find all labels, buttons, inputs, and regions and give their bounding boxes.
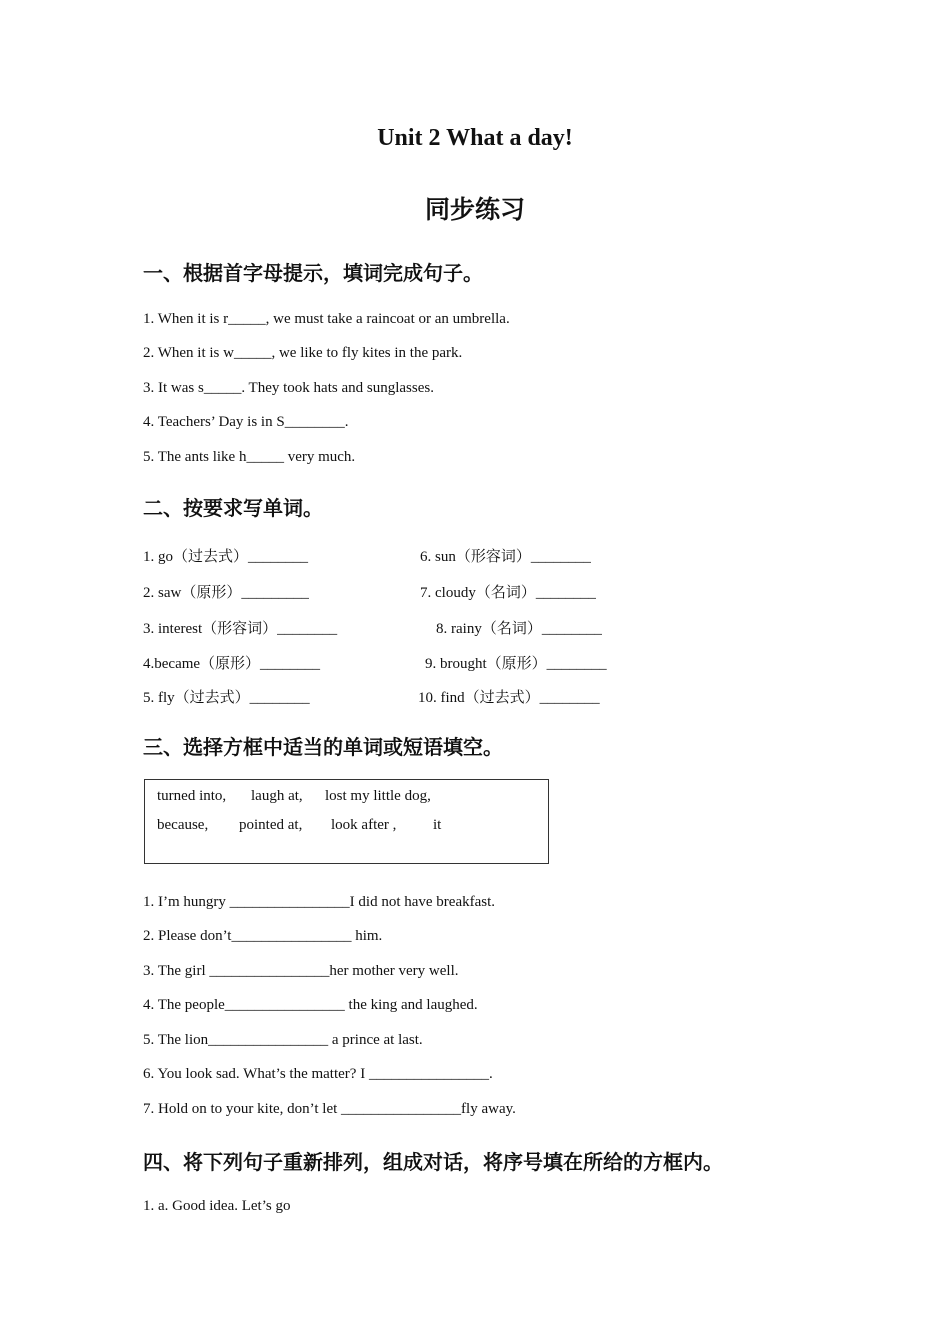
word-box bbox=[144, 779, 549, 864]
section-2-item: 7. cloudy（名词）________ bbox=[420, 585, 596, 601]
page-subtitle: 同步练习 bbox=[424, 195, 525, 224]
word-option: because, bbox=[157, 817, 209, 833]
section-2-item: 6. sun（形容词）________ bbox=[420, 549, 591, 565]
section-1-item: 2. When it is w_____, we like to fly kites in the park. bbox=[143, 345, 463, 361]
section-1-item: 3. It was s_____. They took hats and sunglasses. bbox=[143, 380, 434, 396]
page-title: Unit 2 What a day! bbox=[377, 125, 573, 151]
section-3-item: 7. Hold on to your kite, don’t let ________________fly away. bbox=[143, 1101, 516, 1117]
section-2-item: 9. brought（原形）________ bbox=[425, 656, 607, 672]
section-3-heading: 三、选择方框中适当的单词或短语填空。 bbox=[143, 735, 503, 759]
section-2-item: 4.became（原形）________ bbox=[143, 656, 321, 672]
section-2-item: 1. go（过去式）________ bbox=[143, 549, 309, 565]
section-3-item: 2. Please don’t________________ him. bbox=[143, 928, 383, 944]
section-3-item: 4. The people________________ the king and laughed. bbox=[143, 997, 478, 1013]
word-option: laugh at, bbox=[251, 788, 303, 804]
section-1-item: 1. When it is r_____, we must take a raincoat or an umbrella. bbox=[143, 311, 510, 327]
section-3-item: 1. I’m hungry ________________I did not have breakfast. bbox=[143, 894, 496, 910]
word-option: it bbox=[433, 817, 442, 833]
section-4-heading: 四、将下列句子重新排列，组成对话，将序号填在所给的方框内。 bbox=[143, 1150, 723, 1174]
word-option: look after , bbox=[331, 817, 397, 833]
section-2-item: 8. rainy（名词）________ bbox=[436, 621, 602, 637]
word-option: pointed at, bbox=[239, 817, 303, 833]
section-1-heading: 一、根据首字母提示，填词完成句子。 bbox=[143, 261, 483, 285]
section-3-item: 5. The lion________________ a prince at last. bbox=[143, 1032, 423, 1048]
section-4-item: 1. a. Good idea. Let’s go bbox=[143, 1198, 291, 1214]
word-option: turned into, bbox=[157, 788, 227, 804]
section-1-item: 5. The ants like h_____ very much. bbox=[143, 449, 356, 465]
section-3-item: 3. The girl ________________her mother very well. bbox=[143, 963, 459, 979]
word-option: lost my little dog, bbox=[325, 788, 431, 804]
section-2-item: 3. interest（形容词）________ bbox=[143, 621, 338, 637]
section-2-heading: 二、按要求写单词。 bbox=[143, 496, 323, 520]
section-1-item: 4. Teachers’ Day is in S________. bbox=[143, 414, 349, 430]
section-3-item: 6. You look sad. What’s the matter? I ________________. bbox=[143, 1066, 493, 1082]
section-2-item: 5. fly（过去式）________ bbox=[143, 690, 310, 706]
section-2-item: 10. find（过去式）________ bbox=[418, 690, 600, 706]
section-2-item: 2. saw（原形）_________ bbox=[143, 585, 309, 601]
